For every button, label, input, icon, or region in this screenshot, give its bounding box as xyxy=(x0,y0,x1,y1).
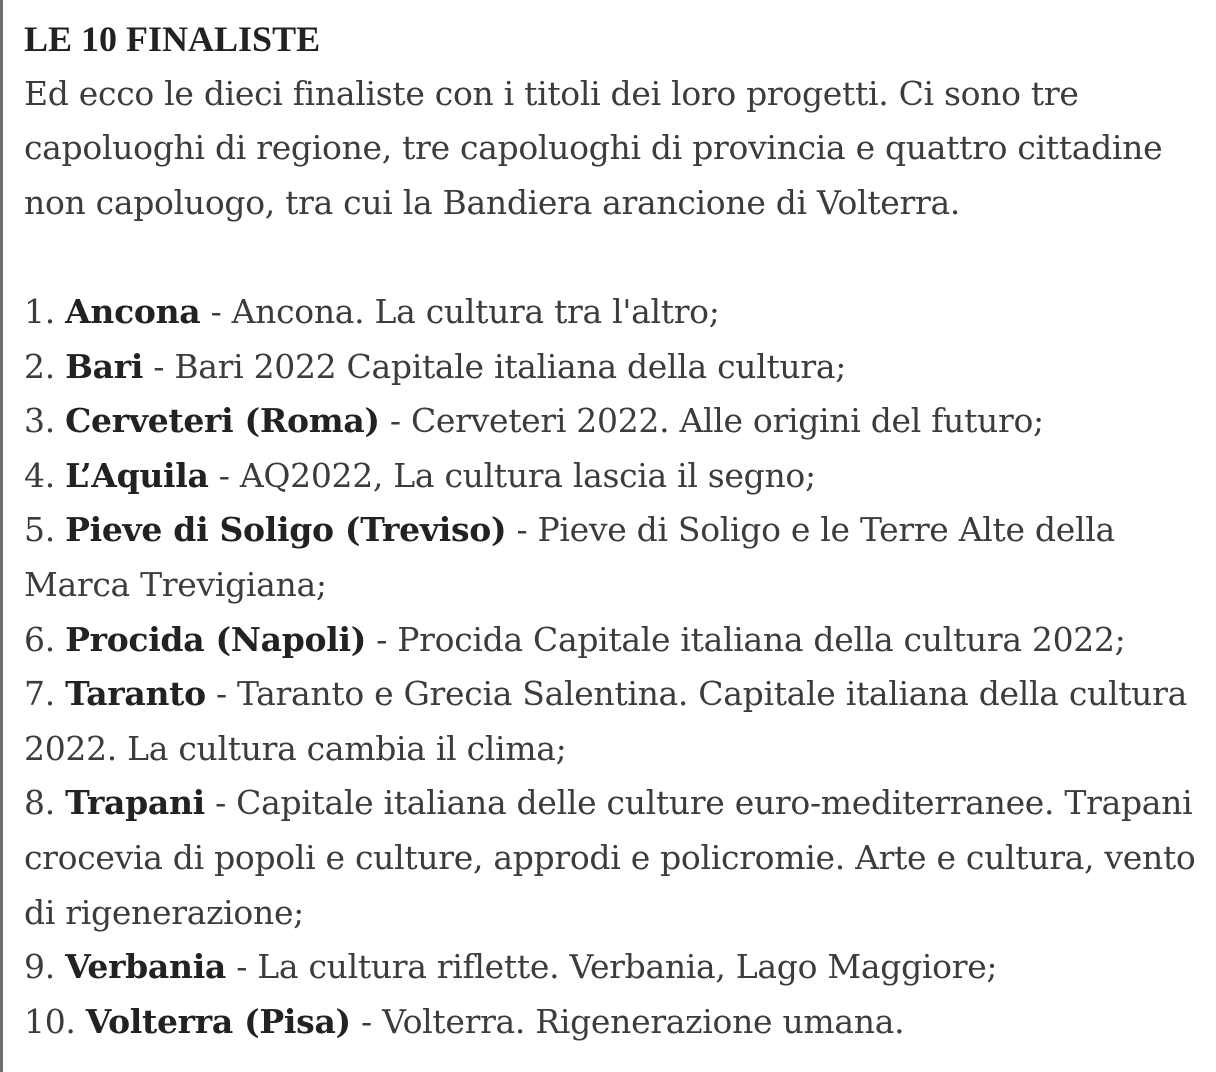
finalist-number: 1. xyxy=(24,291,55,331)
finalist-item xyxy=(24,776,1204,940)
finalist-project: Ancona. La cultura tra l'altro; xyxy=(231,291,720,331)
finalist-item xyxy=(24,340,1204,395)
finalist-city: Verbania xyxy=(65,947,227,987)
finalist-separator: - xyxy=(208,455,240,495)
finalist-item xyxy=(24,940,1204,995)
finalist-number: 9. xyxy=(24,947,55,987)
intro-paragraph: Ed ecco le dieci finaliste con i titoli dei loro progetti. Ci sono tre capoluoghi di regione, tre capoluoghi di provincia e quattro cittadine non capoluogo, tra cui la Bandiera arancione di Volterra. xyxy=(24,73,1163,222)
finalist-item xyxy=(24,667,1204,776)
finalist-number: 10. xyxy=(24,1001,76,1041)
finalist-city: Cerveteri (Roma) xyxy=(65,401,380,441)
finalist-city: Trapani xyxy=(65,783,205,823)
finalist-item xyxy=(24,613,1204,668)
finalist-project: Volterra. Rigenerazione umana. xyxy=(382,1001,905,1041)
finalist-city: Bari xyxy=(65,346,144,386)
finalist-number: 8. xyxy=(24,783,55,823)
finalist-number: 6. xyxy=(24,619,55,659)
finalist-separator: - xyxy=(226,947,258,987)
finalist-separator: - xyxy=(143,346,175,386)
finalists-list xyxy=(24,285,1204,1049)
finalist-item xyxy=(24,449,1204,504)
finalist-city: Volterra (Pisa) xyxy=(85,1001,351,1041)
finalist-separator: - xyxy=(205,674,238,714)
finalist-number: 5. xyxy=(24,510,55,550)
finalist-project: Pieve di Soligo e le Terre Alte della Marca Trevigiana; xyxy=(24,510,1115,604)
finalist-city: Pieve di Soligo (Treviso) xyxy=(65,510,507,550)
finalist-project: AQ2022, La cultura lascia il segno; xyxy=(239,455,816,495)
finalist-separator: - xyxy=(379,401,411,441)
finalist-project: Procida Capitale italiana della cultura 2022; xyxy=(397,619,1126,659)
paragraph-spacer xyxy=(24,230,1204,285)
finalist-project: Bari 2022 Capitale italiana della cultura; xyxy=(174,346,847,386)
finalist-project: Cerveteri 2022. Alle origini del futuro; xyxy=(410,401,1044,441)
finalist-project: Taranto e Grecia Salentina. Capitale italiana della cultura 2022. La cultura cambia il clima; xyxy=(24,674,1187,768)
left-border-rule xyxy=(0,0,3,1072)
finalist-separator: - xyxy=(204,783,237,823)
finalist-separator: - xyxy=(350,1001,383,1041)
finalist-number: 3. xyxy=(24,401,55,441)
finalist-item xyxy=(24,394,1204,449)
article-body xyxy=(24,12,1204,1049)
finalist-number: 2. xyxy=(24,346,55,386)
finalist-number: 4. xyxy=(24,455,55,495)
finalist-separator: - xyxy=(200,291,232,331)
finalist-item xyxy=(24,503,1204,612)
finalist-separator: - xyxy=(366,619,398,659)
finalist-city: Ancona xyxy=(65,291,201,331)
finalist-project: Capitale italiana delle culture euro-mediterranee. Trapani crocevia di popoli e culture, approdi e policromie. Arte e cultura, vento di rigenerazione; xyxy=(24,783,1196,932)
finalist-city: Taranto xyxy=(65,674,206,714)
section-heading: LE 10 FINALISTE xyxy=(24,19,321,59)
finalist-separator: - xyxy=(506,510,538,550)
finalist-city: L’Aquila xyxy=(65,455,209,495)
finalist-city: Procida (Napoli) xyxy=(65,619,367,659)
finalist-item xyxy=(24,285,1204,340)
finalist-number: 7. xyxy=(24,674,55,714)
finalist-project: La cultura riflette. Verbania, Lago Maggiore; xyxy=(257,947,998,987)
finalist-item xyxy=(24,995,1204,1050)
